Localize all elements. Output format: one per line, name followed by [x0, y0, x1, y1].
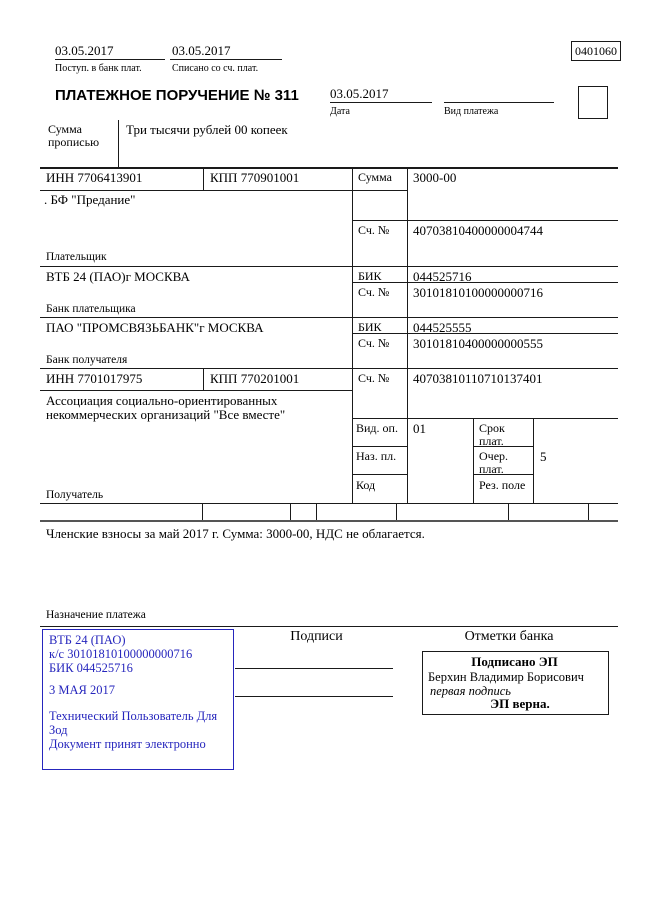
op-row-divider-a1	[352, 446, 407, 447]
payee-section-label: Получатель	[46, 489, 104, 501]
payee-name-line1: Ассоциация социально-ориентированных	[46, 393, 278, 408]
payer-bank-bik-line	[352, 282, 618, 283]
strip-tick-4	[396, 503, 397, 520]
document-title: ПЛАТЕЖНОЕ ПОРУЧЕНИЕ № 311	[55, 87, 299, 104]
stamp-user-line2: Зод	[49, 723, 68, 737]
code-label: Код	[356, 478, 376, 492]
received-date-label: Поступ. в банк плат.	[55, 63, 142, 74]
payee-bank-bik-label: БИК	[358, 320, 382, 334]
payment-type-label: Вид платежа	[444, 106, 499, 117]
op-group-vline-1	[473, 418, 474, 503]
purpose-text: Членские взносы за май 2017 г. Сумма: 3000-00, НДС не облагается.	[46, 526, 425, 541]
payee-name-line2: некоммерческих организаций "Все вместе"	[46, 407, 286, 422]
payee-bank-account-label: Сч. №	[358, 336, 390, 350]
payee-kpp: КПП 770201001	[210, 371, 300, 386]
payer-account-label: Сч. №	[358, 223, 390, 237]
payee-bank-bik-line	[352, 333, 618, 334]
signatures-label: Подписи	[290, 629, 343, 644]
payee-account: 40703810110710137401	[413, 371, 543, 386]
payee-bank-section-line	[40, 368, 618, 369]
date-label: Дата	[330, 106, 350, 117]
op-type-value: 01	[413, 421, 426, 436]
stamp-bank-name: ВТБ 24 (ПАО)	[49, 633, 126, 647]
stamp-user-line1: Технический Пользователь Для	[49, 709, 218, 723]
stamp-corr-account: к/с 30101810100000000716	[49, 647, 193, 661]
payee-inn-kpp-divider	[203, 368, 204, 390]
table-vline-mid	[407, 167, 408, 503]
purpose-section-label: Назначение платежа	[46, 609, 146, 621]
payer-bank-account-label: Сч. №	[358, 285, 390, 299]
payee-inn: ИНН 7701017975	[46, 371, 143, 386]
reserve-field-label: Рез. поле	[479, 478, 526, 492]
payee-bank-bik: 044525555	[413, 320, 472, 335]
payer-bank-section-label: Банк плательщика	[46, 303, 136, 315]
received-date: 03.05.2017	[55, 43, 114, 58]
debited-date-label: Списано со сч. плат.	[172, 63, 259, 74]
payee-account-label: Сч. №	[358, 371, 390, 385]
date-underline	[330, 102, 432, 103]
payee-bank-name: ПАО "ПРОМСВЯЗЬБАНК"г МОСКВА	[46, 320, 264, 335]
form-code-box: 0401060	[571, 41, 621, 61]
document-date: 03.05.2017	[330, 86, 389, 101]
signature-line-2	[235, 696, 393, 697]
strip-tick-2	[290, 503, 291, 520]
footer-top-line	[40, 626, 618, 627]
payer-inn-kpp-divider	[203, 167, 204, 190]
payer-kpp: КПП 770901001	[210, 170, 300, 185]
payee-inn-row-line	[40, 390, 352, 391]
purpose-code-label: Наз. пл.	[356, 449, 397, 463]
strip-tick-6	[588, 503, 589, 520]
stamp-date: 3 МАЯ 2017	[49, 683, 115, 697]
payment-type-box	[578, 86, 608, 119]
bank-marks-label: Отметки банка	[464, 629, 554, 644]
strip-tick-3	[316, 503, 317, 520]
amount-words-divider	[118, 120, 119, 168]
payee-strip-top-line	[40, 503, 618, 504]
strip-tick-1	[202, 503, 203, 520]
sum-value: 3000-00	[413, 170, 457, 185]
amount-words-value: Три тысячи рублей 00 копеек	[126, 122, 288, 137]
debited-date-underline	[170, 59, 282, 60]
op-group-vline-2	[533, 418, 534, 503]
payer-section-line	[40, 266, 618, 267]
signature-line-1	[235, 668, 393, 669]
payer-bank-section-line	[40, 317, 618, 318]
received-date-underline	[55, 59, 165, 60]
payment-type-underline	[444, 102, 554, 103]
esign-title: Подписано ЭП	[471, 654, 558, 669]
table-vline-left	[352, 167, 353, 503]
payer-bank-name: ВТБ 24 (ПАО)г МОСКВА	[46, 269, 190, 284]
op-group-top-line	[352, 418, 618, 419]
table-top-line	[40, 167, 618, 169]
payer-bank-bik: 044525716	[413, 269, 472, 284]
payer-account: 40703810400000004744	[413, 223, 543, 238]
esign-verified: ЭП верна.	[490, 696, 550, 711]
payer-section-label: Плательщик	[46, 251, 107, 263]
sum-cell-line	[352, 220, 618, 221]
payee-bank-account: 30101810400000000555	[413, 336, 543, 351]
payer-name: . БФ "Предание"	[44, 192, 136, 207]
stamp-bik: БИК 044525716	[49, 661, 133, 675]
debited-date: 03.05.2017	[172, 43, 231, 58]
amount-words-label: Сумма прописью	[48, 122, 100, 149]
sum-label: Сумма	[358, 170, 392, 184]
order-value: 5	[540, 449, 547, 464]
payer-bank-bik-label: БИК	[358, 269, 382, 283]
order-label: Очер. плат.	[479, 449, 509, 476]
payer-inn-row-line	[40, 190, 407, 191]
payee-strip-bottom-line	[40, 520, 618, 522]
esign-name: Берхин Владимир Борисович	[428, 670, 584, 684]
stamp-note: Документ принят электронно	[49, 737, 206, 751]
strip-tick-5	[508, 503, 509, 520]
op-type-label: Вид. оп.	[356, 421, 398, 435]
payer-inn: ИНН 7706413901	[46, 170, 143, 185]
due-date-label: Срок плат.	[479, 421, 505, 448]
payer-bank-account: 30101810100000000716	[413, 285, 543, 300]
esign-role: первая подпись	[430, 684, 511, 698]
op-row-divider-b1	[352, 474, 407, 475]
payee-bank-section-label: Банк получателя	[46, 354, 128, 366]
